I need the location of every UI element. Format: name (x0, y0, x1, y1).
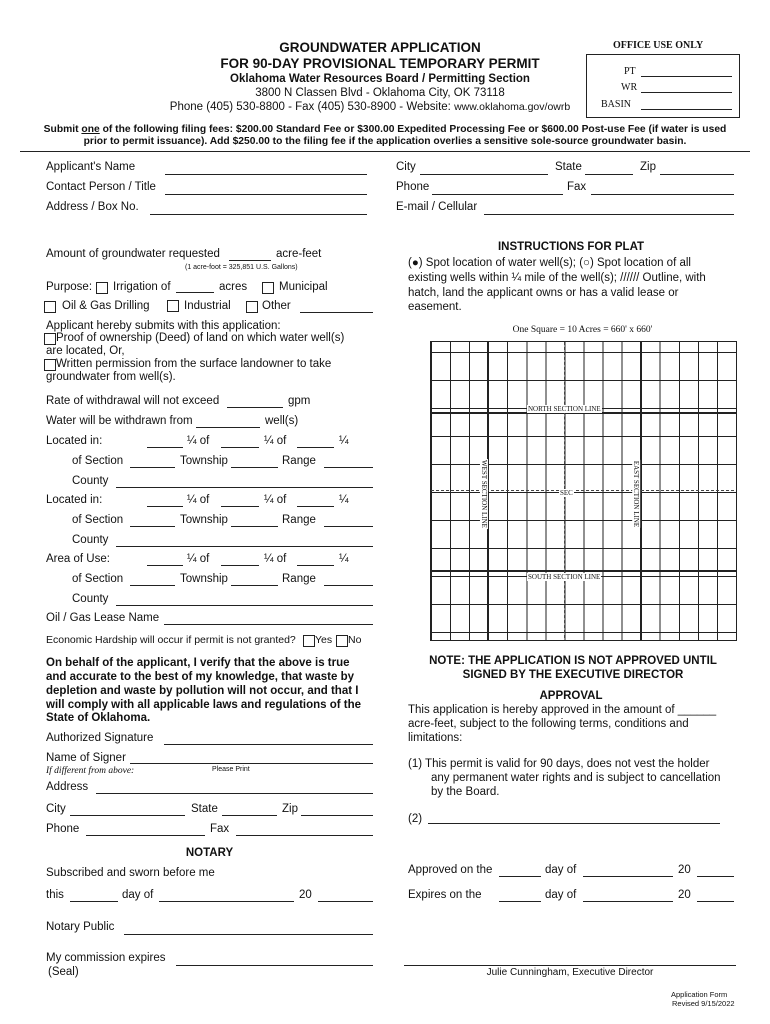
agency-contact: Phone (405) 530-8800 - Fax (405) 530-8900 - Website: www.oklahoma.gov/owrb (169, 101, 571, 113)
expires-day-of-label: day of (545, 889, 577, 901)
office-basin-label: BASIN (601, 99, 632, 110)
plat-instr-4: easement. (408, 301, 462, 313)
signer-city-field[interactable] (70, 815, 185, 816)
other-field[interactable] (300, 312, 373, 313)
if-different-label: If different from above: (46, 766, 135, 776)
verify-line1: On behalf of the applicant, I verify that the above is true (46, 657, 350, 669)
approval-text-1: This application is hereby approved in the amount of ______ (408, 704, 717, 716)
loc1-q1-field[interactable] (147, 447, 183, 448)
loc2-quarter-2: ¼ of (264, 494, 287, 506)
office-basin-line[interactable] (641, 109, 732, 110)
loc2-county-field[interactable] (116, 546, 373, 547)
located-in-label-2: Located in: (46, 494, 103, 506)
other-label: Other (262, 300, 291, 312)
proof-ownership-checkbox[interactable] (44, 333, 56, 345)
director-signature-line[interactable] (404, 965, 736, 966)
signer-address-label: Address (46, 781, 89, 793)
plat-instr-2: existing wells within ¼ mile of the well(s); ////// Outline, with (408, 272, 706, 284)
east-section-line (640, 342, 642, 640)
loc2-section-field[interactable] (130, 526, 175, 527)
loc1-q2-field[interactable] (221, 447, 259, 448)
plat-scale: One Square = 10 Acres = 660' x 660' (512, 325, 653, 335)
loc2-q1-field[interactable] (147, 506, 183, 507)
written-permission-checkbox[interactable] (44, 359, 56, 371)
condition-1-line3: by the Board. (431, 786, 500, 798)
area-range-field[interactable] (324, 585, 373, 586)
notary-year-field[interactable] (318, 901, 373, 902)
oil-gas-checkbox[interactable] (44, 301, 56, 313)
seal-label: (Seal) (48, 966, 79, 978)
loc1-range-label: Range (282, 455, 316, 467)
signer-name-field[interactable] (130, 763, 373, 764)
loc2-range-label: Range (282, 514, 316, 526)
notary-sworn-label: Subscribed and sworn before me (46, 867, 215, 879)
area-q1-field[interactable] (147, 565, 183, 566)
area-q2-field[interactable] (221, 565, 259, 566)
loc2-township-field[interactable] (231, 526, 278, 527)
acre-foot-note: (1 acre-foot = 325,851 U.S. Gallons) (185, 264, 298, 271)
loc1-township-label: Township (180, 455, 228, 467)
agency-name: Oklahoma Water Resources Board / Permitting Section (230, 73, 530, 85)
gpm-label: gpm (288, 395, 311, 407)
submits-label: Applicant hereby submits with this application: (46, 320, 281, 332)
please-print-label: Please Print (212, 766, 250, 773)
area-quarter-1: ¼ of (187, 553, 210, 565)
loc1-quarter-2: ¼ of (264, 435, 287, 447)
notary-year-label: 20 (299, 889, 312, 901)
loc2-quarter-3: ¼ (339, 494, 349, 506)
director-name: Julie Cunningham, Executive Director (486, 967, 654, 978)
notary-day-field[interactable] (70, 901, 118, 902)
verify-line5: State of Oklahoma. (46, 712, 151, 724)
signer-zip-field[interactable] (301, 815, 373, 816)
fees-line1: Submit one of the following filing fees: $200.00 Standard Fee or $300.00 Expedited Processing Fee or $600.00 Post-use Fee (if water is used (43, 124, 727, 135)
approved-on-label: Approved on the (408, 864, 493, 876)
acre-feet-label: acre-feet (276, 248, 322, 260)
loc1-range-field[interactable] (324, 467, 373, 468)
center-horizontal-line (431, 490, 734, 491)
signer-state-field[interactable] (222, 815, 277, 816)
approved-day-field[interactable] (499, 876, 541, 877)
area-township-field[interactable] (231, 585, 278, 586)
south-section-line (431, 570, 736, 572)
phone-field[interactable] (432, 194, 563, 195)
signer-name-label: Name of Signer (46, 752, 126, 764)
condition-2-label: (2) (408, 813, 423, 825)
approval-note-line2: SIGNED BY THE EXECUTIVE DIRECTOR (462, 669, 684, 681)
hardship-no-label: No (348, 634, 362, 646)
signer-address-field[interactable] (96, 793, 373, 794)
address-field[interactable] (150, 214, 367, 215)
condition-1-line1: (1) This permit is valid for 90 days, does not vest the holder (408, 758, 710, 770)
purpose-label: Purpose: (46, 281, 93, 293)
office-wr-label: WR (621, 82, 638, 93)
loc1-quarter-3: ¼ (339, 435, 349, 447)
state-label: State (555, 161, 582, 173)
plat-instr-1: (●) Spot location of water well(s); (○) Spot location of all (408, 257, 691, 269)
lease-name-field[interactable] (164, 624, 373, 625)
expires-year-label: 20 (678, 889, 691, 901)
east-section-label: EAST SECTION LINE (632, 460, 641, 528)
written-permission-label: Written permission from the surface landowner to take (56, 358, 332, 370)
zip-field[interactable] (660, 174, 734, 175)
notary-public-field[interactable] (124, 934, 373, 935)
expires-month-field[interactable] (583, 901, 673, 902)
sec-label: SEC (560, 489, 573, 497)
proof-ownership-label: Proof of ownership (Deed) of land on which water well(s) (56, 332, 345, 344)
signer-state-label: State (191, 803, 218, 815)
verify-line4: will comply with all applicable laws and regulations of the (46, 699, 362, 711)
approved-year-field[interactable] (697, 876, 734, 877)
state-field[interactable] (585, 174, 633, 175)
plat-grid[interactable] (430, 341, 737, 641)
municipal-checkbox[interactable] (262, 282, 274, 294)
expires-day-field[interactable] (499, 901, 541, 902)
form-title-line2: FOR 90-DAY PROVISIONAL TEMPORARY PERMIT (220, 56, 540, 71)
wells-label: well(s) (265, 415, 299, 427)
plat-title: INSTRUCTIONS FOR PLAT (497, 241, 645, 253)
commission-label: My commission expires (46, 952, 166, 964)
withdrawn-label: Water will be withdrawn from (46, 415, 193, 427)
approval-note-line1: NOTE: THE APPLICATION IS NOT APPROVED UNTIL (429, 655, 717, 667)
amount-label: Amount of groundwater requested (46, 248, 220, 260)
loc1-quarter-1: ¼ of (187, 435, 210, 447)
notary-this-label: this (46, 889, 64, 901)
footer-form-label: Application Form (671, 990, 728, 999)
commission-field[interactable] (176, 965, 373, 966)
signer-phone-label: Phone (46, 823, 80, 835)
expires-year-field[interactable] (697, 901, 734, 902)
hardship-label: Economic Hardship will occur if permit is not granted? (46, 634, 296, 646)
loc2-county-label: County (72, 534, 109, 546)
loc1-county-label: County (72, 475, 109, 487)
phone-label: Phone (396, 181, 430, 193)
area-county-label: County (72, 593, 109, 605)
proof-ownership-label-2: are located, Or, (46, 345, 125, 357)
signer-zip-label: Zip (282, 803, 298, 815)
area-section-label: of Section (72, 573, 124, 585)
west-section-label: WEST SECTION LINE (479, 460, 488, 528)
industrial-checkbox[interactable] (167, 300, 179, 312)
form-title-line1: GROUNDWATER APPLICATION (279, 40, 481, 55)
hardship-yes-label: Yes (315, 634, 333, 646)
notary-title: NOTARY (185, 847, 234, 859)
signature-label: Authorized Signature (46, 732, 154, 744)
approved-day-of-label: day of (545, 864, 577, 876)
written-permission-label-2: groundwater from well(s). (46, 371, 176, 383)
plat-instr-3: hatch, land the applicant owns or has a valid lease or (408, 287, 679, 299)
address-label: Address / Box No. (46, 201, 139, 213)
area-of-use-label: Area of Use: (46, 553, 110, 565)
fees-divider (20, 151, 750, 152)
approval-text-2: acre-feet, subject to the following terms, conditions and (408, 718, 689, 730)
acres-label: acres (219, 281, 248, 293)
south-section-label: SOUTH SECTION LINE (528, 573, 601, 581)
oil-gas-label: Oil & Gas Drilling (62, 300, 150, 312)
fees-line2: prior to permit issuance). Add $250.00 to the filing fee if the application overlies a sensitive sole-source groundwater basin. (83, 136, 687, 147)
area-q3-field[interactable] (297, 565, 334, 566)
fax-field[interactable] (591, 194, 734, 195)
amount-field[interactable] (229, 260, 271, 261)
footer-revised-label: Revised 9/15/2022 (672, 999, 735, 1008)
loc2-section-label: of Section (72, 514, 124, 526)
irrigation-acres-field[interactable] (176, 292, 214, 293)
city-field[interactable] (420, 174, 548, 175)
loc2-township-label: Township (180, 514, 228, 526)
loc2-q3-field[interactable] (297, 506, 334, 507)
north-section-label: NORTH SECTION LINE (528, 405, 601, 413)
lease-name-label: Oil / Gas Lease Name (46, 612, 160, 624)
irrigation-label: Irrigation of (113, 281, 171, 293)
loc1-section-field[interactable] (130, 467, 175, 468)
email-label: E-mail / Cellular (396, 201, 478, 213)
loc1-county-field[interactable] (116, 487, 373, 488)
zip-label: Zip (640, 161, 656, 173)
notary-day-of-label: day of (122, 889, 154, 901)
approved-year-label: 20 (678, 864, 691, 876)
applicant-name-label: Applicant's Name (46, 161, 136, 173)
loc1-q3-field[interactable] (297, 447, 334, 448)
contact-person-label: Contact Person / Title (46, 181, 156, 193)
approved-month-field[interactable] (583, 876, 673, 877)
verify-line3: depletion and waste by pollution will not occur, and that I (46, 685, 359, 697)
office-use-title: OFFICE USE ONLY (613, 40, 704, 51)
verify-line2: and accurate to the best of my knowledge, that waste by (46, 671, 355, 683)
loc2-q2-field[interactable] (221, 506, 259, 507)
office-pt-line[interactable] (641, 76, 732, 77)
signer-phone-field[interactable] (86, 835, 205, 836)
signer-fax-field[interactable] (236, 835, 373, 836)
area-township-label: Township (180, 573, 228, 585)
area-county-field[interactable] (116, 605, 373, 606)
city-label: City (396, 161, 416, 173)
municipal-label: Municipal (279, 281, 328, 293)
industrial-label: Industrial (184, 300, 231, 312)
hardship-no-checkbox[interactable] (336, 635, 348, 647)
area-quarter-3: ¼ (339, 553, 349, 565)
rate-label: Rate of withdrawal will not exceed (46, 395, 220, 407)
irrigation-checkbox[interactable] (96, 282, 108, 294)
area-range-label: Range (282, 573, 316, 585)
fax-label: Fax (567, 181, 587, 193)
loc2-range-field[interactable] (324, 526, 373, 527)
contact-person-field[interactable] (165, 194, 367, 195)
area-quarter-2: ¼ of (264, 553, 287, 565)
loc2-quarter-1: ¼ of (187, 494, 210, 506)
agency-address: 3800 N Classen Blvd - Oklahoma City, OK 73118 (255, 87, 505, 99)
email-field[interactable] (484, 214, 734, 215)
office-pt-label: PT (624, 66, 636, 77)
signature-field[interactable] (164, 744, 373, 745)
applicant-name-field[interactable] (165, 174, 367, 175)
area-section-field[interactable] (130, 585, 175, 586)
condition-1-line2: any permanent water rights and is subject to cancellation (431, 772, 721, 784)
wells-count-field[interactable] (196, 427, 260, 428)
expires-on-label: Expires on the (408, 889, 482, 901)
approval-text-3: limitations: (408, 732, 463, 744)
loc1-township-field[interactable] (231, 467, 278, 468)
rate-field[interactable] (227, 407, 283, 408)
agency-website[interactable]: www.oklahoma.gov/owrb (454, 101, 571, 113)
notary-month-field[interactable] (159, 901, 294, 902)
loc1-section-label: of Section (72, 455, 124, 467)
condition-2-field[interactable] (428, 823, 720, 824)
signer-fax-label: Fax (210, 823, 230, 835)
notary-public-label: Notary Public (46, 921, 115, 933)
other-checkbox[interactable] (246, 301, 258, 313)
hardship-yes-checkbox[interactable] (303, 635, 315, 647)
approval-title: APPROVAL (539, 690, 603, 702)
signer-city-label: City (46, 803, 66, 815)
located-in-label-1: Located in: (46, 435, 103, 447)
office-wr-line[interactable] (641, 92, 732, 93)
